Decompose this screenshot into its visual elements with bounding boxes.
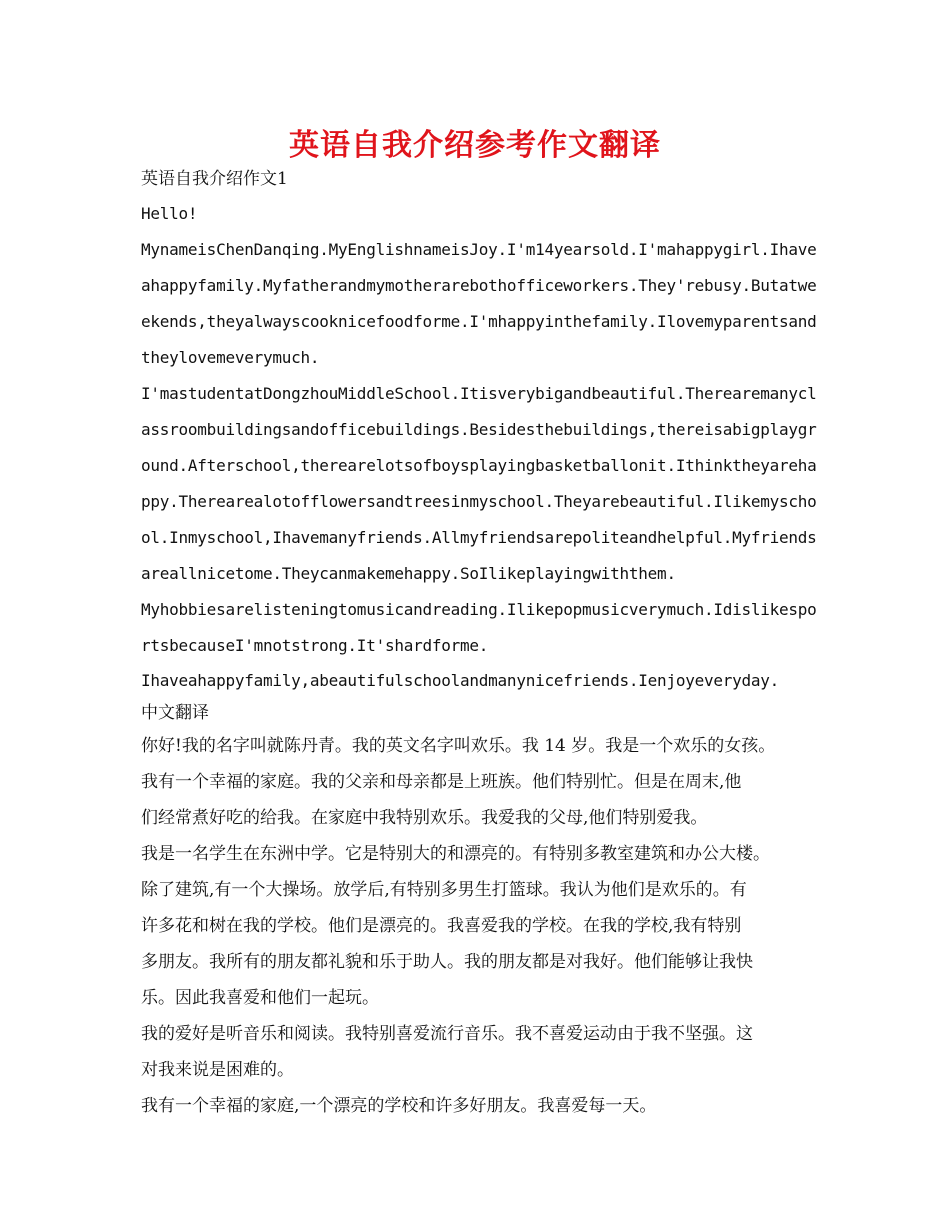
chinese-line: 乐。因此我喜爱和他们一起玩。 xyxy=(141,988,379,1008)
english-line: MynameisChenDanqing.MyEnglishnameisJoy.I'm14yearsold.I'mahappygirl.Ihave xyxy=(141,240,817,259)
english-line: rtsbecauseI'mnotstrong.It'shardforme. xyxy=(141,636,489,655)
section-heading-chinese: 中文翻译 xyxy=(141,703,209,723)
english-line: ound.Afterschool,therearelotsofboysplayingbasketballonit.Ithinktheyareha xyxy=(141,456,817,475)
chinese-line: 对我来说是困难的。 xyxy=(141,1060,294,1080)
chinese-line: 我有一个幸福的家庭,一个漂亮的学校和许多好朋友。我喜爱每一天。 xyxy=(141,1096,657,1116)
english-line: ekends,theyalwayscooknicefoodforme.I'mhappyinthefamily.Ilovemyparentsand xyxy=(141,312,817,331)
english-line: assroombuildingsandofficebuildings.Besidesthebuildings,thereisabigplaygr xyxy=(141,420,817,439)
english-line: ol.Inmyschool,Ihavemanyfriends.Allmyfriendsarepoliteandhelpful.Myfriends xyxy=(141,528,817,547)
english-line: Myhobbiesarelisteningtomusicandreading.Ilikepopmusicverymuch.Idislikespo xyxy=(141,600,817,619)
chinese-line: 许多花和树在我的学校。他们是漂亮的。我喜爱我的学校。在我的学校,我有特别 xyxy=(141,916,742,936)
chinese-line: 除了建筑,有一个大操场。放学后,有特别多男生打篮球。我认为他们是欢乐的。有 xyxy=(141,880,747,900)
english-line: theylovemeverymuch. xyxy=(141,348,320,367)
document-body xyxy=(141,162,841,1124)
chinese-line: 们经常煮好吃的给我。在家庭中我特别欢乐。我爱我的父母,他们特别爱我。 xyxy=(141,808,708,828)
chinese-line: 我的爱好是听音乐和阅读。我特别喜爱流行音乐。我不喜爱运动由于我不坚强。这 xyxy=(141,1024,753,1044)
english-line: areallnicetome.Theycanmakemehappy.SoIlikeplayingwiththem. xyxy=(141,564,676,583)
chinese-line: 你好!我的名字叫就陈丹青。我的英文名字叫欢乐。我 14 岁。我是一个欢乐的女孩。 xyxy=(141,736,776,756)
english-line: I'mastudentatDongzhouMiddleSchool.Itisverybigandbeautiful.Therearemanycl xyxy=(141,384,817,403)
english-line: Ihaveahappyfamily,abeautifulschoolandmanynicefriends.Ienjoyeveryday. xyxy=(141,671,780,690)
section-heading-english: 英语自我介绍作文1 xyxy=(141,169,288,189)
document-title: 英语自我介绍参考作文翻译 xyxy=(289,128,661,163)
chinese-line: 我是一名学生在东洲中学。它是特别大的和漂亮的。有特别多教室建筑和办公大楼。 xyxy=(141,844,770,864)
chinese-line: 我有一个幸福的家庭。我的父亲和母亲都是上班族。他们特别忙。但是在周末,他 xyxy=(141,772,742,792)
chinese-line: 多朋友。我所有的朋友都礼貌和乐于助人。我的朋友都是对我好。他们能够让我快 xyxy=(141,952,753,972)
english-line: ahappyfamily.Myfatherandmymotherarebothofficeworkers.They'rebusy.Butatwe xyxy=(141,276,817,295)
english-line: ppy.Therearealotofflowersandtreesinmyschool.Theyarebeautiful.Ilikemyscho xyxy=(141,492,817,511)
english-line: Hello! xyxy=(141,204,198,223)
